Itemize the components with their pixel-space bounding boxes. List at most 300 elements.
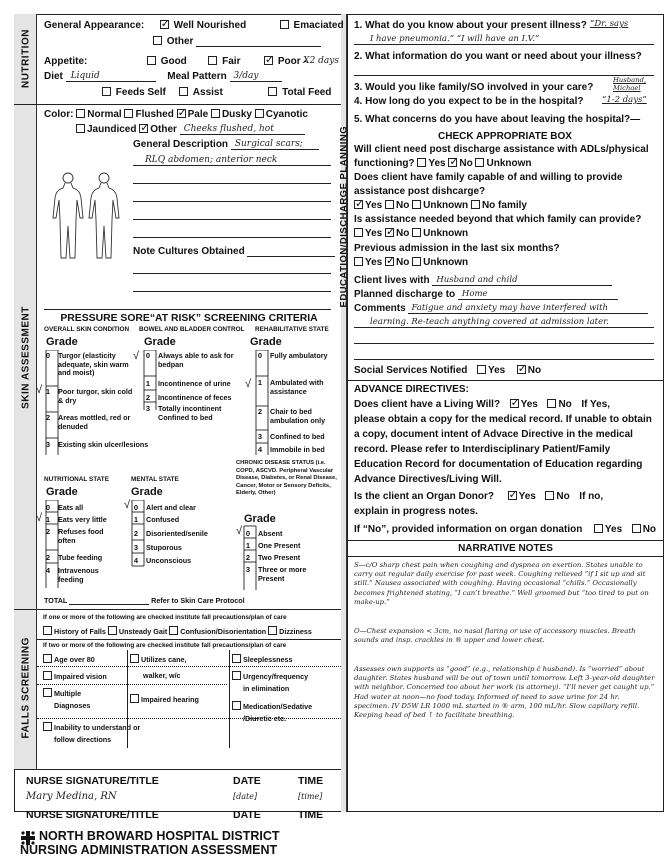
med-item (232, 701, 312, 711)
dq3-unknown-checkbox[interactable] (412, 228, 421, 237)
time-label-2: TIME (298, 809, 324, 821)
appearance-other-line[interactable] (196, 37, 321, 47)
cd-text-2: Two Present (258, 553, 301, 562)
grade-label-5: Grade (131, 486, 163, 498)
ms-text-1: Confused (146, 515, 180, 524)
gen-desc-line5[interactable] (133, 210, 331, 220)
dq3-yes-checkbox[interactable] (354, 228, 363, 237)
cd-score-2: 2 (245, 553, 251, 562)
cultures-line3[interactable] (133, 282, 331, 292)
diet-value: Liquid (70, 71, 100, 81)
advance-directives-title: ADVANCE DIRECTIVES: (354, 384, 469, 395)
bbc-item-0 (145, 351, 238, 369)
gen-desc-value2: RLQ abdomen; anterior neck (145, 155, 278, 165)
question-3: 3. Would you like family/SO involved in your care? (354, 82, 594, 93)
comments-line-4[interactable] (354, 350, 654, 360)
rs-item-2 (257, 407, 336, 425)
organ-info-row (354, 524, 656, 535)
question-5: 5. What concerns do you have about leaving the hospital?— (354, 114, 641, 125)
time-label-1: TIME (298, 775, 324, 787)
comments-line-3[interactable] (354, 334, 654, 344)
multiple-item (43, 688, 81, 698)
ms-item-2 (133, 529, 208, 538)
answer-1b: I have pneumonia.” “I will have an I.V.” (370, 34, 540, 44)
living-will-no-label: No (558, 399, 572, 410)
donor-row (354, 491, 603, 502)
social-row (354, 365, 541, 376)
confusion-label: Confusion/Disorientation (180, 627, 267, 636)
signature-time[interactable]: [time] (298, 792, 323, 801)
osc-item-1 (45, 387, 138, 405)
dq4-no-checkbox[interactable] (385, 257, 394, 266)
check-box-heading: CHECK APPROPRIATE BOX (438, 131, 572, 142)
osc-item-3 (45, 440, 168, 449)
ns-item-4 (45, 566, 118, 584)
lives-row (354, 275, 612, 286)
ms-score-4: 4 (133, 556, 139, 565)
bbc-score-3: 3 (145, 404, 151, 413)
dq1-text-b: functioning? (354, 158, 415, 169)
organ-yes-label: Yes (604, 524, 623, 535)
ms-item-0 (133, 503, 196, 512)
organ-info-label: If “No”, provided information on organ donation (354, 524, 583, 535)
dq2-nofamily-checkbox[interactable] (471, 200, 480, 209)
cd-score-3: 3 (245, 565, 251, 574)
color-other-checkbox[interactable] (139, 124, 148, 133)
color-jaundiced-checkbox[interactable] (76, 124, 85, 133)
med-checkbox[interactable] (232, 701, 241, 710)
explain-label: explain in progress notes. (354, 506, 478, 517)
dq1-yes-label: Yes (428, 158, 446, 169)
bbc-text-2: Incontinence of feces (158, 393, 232, 402)
date-label-2: DATE (233, 809, 261, 821)
appearance-other-checkbox[interactable] (153, 36, 162, 45)
comments-value-1: Fatigue and anxiety may have interfered with (411, 303, 609, 313)
osc-score-1: 1 (45, 387, 51, 396)
gen-desc-line2[interactable] (133, 156, 331, 166)
social-no-label: No (527, 365, 542, 376)
dq2-nofamily-label: No family (481, 200, 527, 211)
if-yes-label: If Yes, (581, 399, 611, 410)
dq1-unknown-checkbox[interactable] (475, 158, 484, 167)
cd-text-0: Absent (258, 529, 283, 538)
dq2-no-checkbox[interactable] (385, 200, 394, 209)
living-will-yes-label: Yes (520, 399, 538, 410)
social-yes-checkbox[interactable] (477, 365, 486, 374)
multiple-checkbox[interactable] (43, 688, 52, 697)
vision-checkbox[interactable] (43, 671, 52, 680)
inability-label: Inability to understand or (54, 723, 141, 732)
ms-text-4: Unconscious (146, 556, 192, 565)
diagnoses-label: Diagnoses (54, 701, 91, 710)
bbc-text-1: Incontinence of urine (158, 379, 231, 388)
donor-yes-label: Yes (518, 491, 536, 502)
ns-item-3 (45, 553, 103, 562)
meal-pattern-label: Meal Pattern (167, 71, 227, 82)
ns-text-1: Eats very little (58, 515, 107, 524)
osc-text-0: Turgor (elasticity adequate, skin warm and moist) (58, 351, 129, 377)
gen-desc-field[interactable] (231, 140, 319, 150)
rs-score-1: 1 (257, 378, 263, 387)
bbc-text-0: Always able to ask for bedpan (158, 351, 234, 369)
total-row (44, 596, 245, 605)
cultures-row (133, 246, 335, 257)
history-falls-label: History of Falls (54, 627, 106, 636)
color-dusky-label: Dusky (221, 109, 252, 120)
dq3-text: Is assistance needed beyond that which family can provide? (354, 214, 642, 225)
skin-color-label: Color: (44, 109, 74, 120)
rs-item-0 (257, 351, 336, 361)
skin-color-row (44, 109, 308, 120)
rs-item-4 (257, 445, 325, 454)
appetite-poor-note: X2 days (303, 56, 339, 66)
appetite-poor-label: Poor - (277, 56, 307, 67)
color-dusky-checkbox[interactable] (211, 109, 220, 118)
unsteady-gait-checkbox[interactable] (108, 626, 117, 635)
skin-label: SKIN ASSESSMENT (20, 306, 32, 409)
rs-text-0: Fully ambulatory (270, 351, 328, 360)
color-cyanotic-checkbox[interactable] (255, 109, 264, 118)
gen-desc-value: Surgical scars; (234, 139, 303, 149)
comments-row (354, 303, 648, 314)
donor-yes-checkbox[interactable] (508, 491, 517, 500)
color-flushed-checkbox[interactable] (124, 109, 133, 118)
ns-text-2: Refuses food often (58, 527, 104, 545)
dq2-yes-checkbox[interactable] (354, 200, 363, 209)
urgency-label: Urgency/frequency (243, 672, 309, 681)
emaciated-checkbox[interactable] (280, 20, 289, 29)
color-other-value: Cheeks flushed, hot (183, 124, 274, 134)
directions-label: follow directions (54, 735, 112, 744)
gen-desc-label: General Description (133, 139, 229, 150)
hearing-item (130, 694, 199, 704)
lives-label: Client lives with (354, 275, 430, 286)
appetite-good-label: Good (160, 56, 187, 67)
utilizes-label: Utilizes cane, (141, 655, 187, 664)
appetite-good-checkbox[interactable] (147, 56, 156, 65)
dq1-text: Will client need post discharge assistance with ADLs/physical (354, 144, 649, 155)
answer-2-line[interactable] (354, 66, 654, 76)
answer-4[interactable]: “1-2 days” (602, 95, 647, 105)
rs-text-4: Immobile in bed (270, 445, 325, 454)
urgency-checkbox[interactable] (232, 671, 241, 680)
question-2: 2. What information do you want or need about your illness? (354, 51, 642, 62)
color-jaundiced-label: Jaundiced (87, 124, 137, 135)
cd-item-3 (245, 565, 332, 583)
diet-field[interactable] (66, 72, 156, 82)
appearance-other-label: Other (166, 36, 194, 47)
ms-text-0: Alert and clear (146, 503, 196, 512)
med-label: Medication/Sedative (243, 702, 313, 711)
lives-value: Husband and child (436, 275, 518, 285)
general-appearance-row (44, 20, 344, 31)
ns-item-2 (45, 527, 118, 545)
organ-no-checkbox[interactable] (632, 524, 641, 533)
bbc-text-3: Totally incontinent Confined to bed (158, 404, 222, 422)
ms-score-3: 3 (133, 543, 139, 552)
well-nourished-label: Well Nourished (173, 20, 247, 31)
diet-row (44, 71, 282, 82)
gen-desc-line6[interactable] (133, 228, 331, 238)
color-normal-label: Normal (87, 109, 122, 120)
ns-text-4: Intravenous feeding (58, 566, 99, 584)
planned-row (354, 289, 618, 300)
rs-score-4: 4 (257, 445, 263, 454)
color-pale-label: Pale (187, 109, 209, 120)
bbc-item-2 (145, 393, 232, 402)
body-diagram-icon[interactable] (46, 170, 126, 262)
total-field[interactable] (69, 597, 149, 605)
narrative-paragraph-3[interactable]: Assesses own supports as “good” (e.g., relationship ĉ husband). Is “worried” about daughter. States husband will be out of town until tomorrow. Left 3-year-old daughter with neighbor. Concerned too about her work (is attorney). “I’ll never get caught up.” Had water at noon—no food today. Informed of need to save urine for 24 hr. specimen. IV D5W LR 1000 mL started in ® arm, 100 mL/hr. Slow capillary refill. Keeping head of bed ↑ to facilitate breathing. (354, 665, 655, 720)
ns-check-1: √ (36, 512, 43, 524)
general-appearance-label: General Appearance: (44, 20, 145, 31)
falls-intro-2: If two or more of the following are checked institute fall precautions/plan of care (43, 642, 287, 649)
appetite-row (44, 56, 307, 67)
ns-item-1 (45, 515, 107, 524)
gen-desc-row (133, 139, 319, 150)
dq4-unknown-label: Unknown (423, 257, 469, 268)
color-cyanotic-label: Cyanotic (265, 109, 308, 120)
cd-item-0 (245, 529, 283, 538)
cultures-line4[interactable] (44, 300, 331, 310)
if-no-label: If no, (579, 491, 604, 502)
answer-3[interactable]: Husband, Michael (613, 76, 647, 92)
feeds-self-checkbox[interactable] (102, 87, 111, 96)
pressure-sore-title: PRESSURE SORE“AT RISK” SCREENING CRITERIA (60, 313, 318, 324)
color-other-field[interactable] (180, 125, 305, 135)
comments-field[interactable] (408, 304, 648, 314)
inability-item (43, 722, 140, 732)
answer-1a[interactable]: “Dr. says (590, 19, 629, 29)
signature-date[interactable]: [date] (233, 792, 258, 801)
gen-desc-line4[interactable] (133, 192, 331, 202)
dq2-yes-label: Yes (365, 200, 383, 211)
donor-no-checkbox[interactable] (545, 491, 554, 500)
gen-desc-line3[interactable] (133, 174, 331, 184)
living-will-no-checkbox[interactable] (547, 399, 556, 408)
total-feed-checkbox[interactable] (268, 87, 277, 96)
rs-score-3: 3 (257, 432, 263, 441)
ms-text-3: Stuporous (146, 543, 182, 552)
sleep-label: Sleeplessness (243, 655, 293, 664)
assist-checkbox[interactable] (179, 87, 188, 96)
donor-label: Is the client an Organ Donor? (354, 491, 495, 502)
comments-line-2[interactable] (354, 318, 654, 328)
urgency-item (232, 671, 308, 681)
feeds-self-label: Feeds Self (115, 87, 166, 98)
bowel-bladder-header: BOWEL AND BLADDER CONTROL (139, 326, 245, 333)
dq3-no-label: No (396, 228, 410, 239)
vision-label: Impaired vision (54, 672, 107, 681)
osc-text-2: Areas mottled, red or denuded (58, 413, 131, 431)
dq2-unknown-checkbox[interactable] (412, 200, 421, 209)
dq4-row (354, 257, 468, 268)
social-yes-label: Yes (487, 365, 506, 376)
dq1-no-checkbox[interactable] (448, 158, 457, 167)
comments-label: Comments (354, 303, 406, 314)
ms-check-0: √ (124, 499, 131, 511)
other-row (153, 36, 321, 47)
diet-label: Diet (44, 71, 63, 82)
ns-score-2: 2 (45, 527, 51, 536)
utilizes-item (130, 654, 187, 664)
dq4-yes-label: Yes (365, 257, 383, 268)
dq2-text-b: assistance post dishcarge? (354, 186, 486, 197)
falls-intro-1: If one or more of the following are checked institute fall precautions/plan of care (43, 614, 287, 621)
rs-score-0: 0 (257, 351, 263, 360)
falls-label: FALLS SCREENING (20, 637, 32, 739)
grade-label-3: Grade (250, 336, 282, 348)
dq3-row (354, 228, 468, 239)
cultures-line2[interactable] (133, 264, 331, 274)
cultures-label: Note Cultures Obtained (133, 246, 245, 257)
ms-score-1: 1 (133, 515, 139, 524)
planned-value: Home (461, 289, 488, 299)
ms-score-0: 0 (133, 503, 139, 512)
dq3-no-checkbox[interactable] (385, 228, 394, 237)
grade-label-1: Grade (46, 336, 78, 348)
osc-score-3: 3 (45, 440, 51, 449)
confusion-checkbox[interactable] (169, 626, 178, 635)
mental-state-header: MENTAL STATE (131, 476, 179, 483)
cd-check-0: √ (236, 525, 243, 537)
color-other-label: Other (150, 124, 177, 135)
refer-protocol: Refer to Skin Care Protocol (151, 596, 245, 605)
skin-color-row2 (76, 124, 305, 135)
ms-item-3 (133, 543, 182, 552)
footer-form-name: NURSING ADMINISTRATION ASSESSMENT (20, 843, 278, 857)
nutrition-label: NUTRITION (20, 29, 32, 88)
sleep-checkbox[interactable] (232, 654, 241, 663)
history-falls-checkbox[interactable] (43, 626, 52, 635)
overall-skin-header: OVERALL SKIN CONDITION (44, 326, 130, 333)
age-checkbox[interactable] (43, 654, 52, 663)
total-label: TOTAL (44, 596, 68, 605)
inability-checkbox[interactable] (43, 722, 52, 731)
dq4-yes-checkbox[interactable] (354, 257, 363, 266)
hearing-label: Impaired hearing (141, 695, 199, 704)
cd-item-2 (245, 553, 301, 562)
dq4-unknown-checkbox[interactable] (412, 257, 421, 266)
answer-1-line[interactable] (354, 35, 654, 45)
dq1-yes-checkbox[interactable] (417, 158, 426, 167)
rs-text-3: Confined to bed (270, 432, 325, 441)
donor-no-label: No (556, 491, 570, 502)
bbc-score-0: 0 (145, 351, 151, 360)
lives-field[interactable] (432, 276, 612, 286)
utilizes-checkbox[interactable] (130, 654, 139, 663)
bbc-score-2: 2 (145, 393, 151, 402)
vision-item (43, 671, 107, 681)
narrative-paragraph-2[interactable]: O—Chest expansion < 3cm, no nasal flaring or use of accessory muscles. Breath sounds and insp. crackles in ® upper and lower chest. (354, 627, 636, 645)
osc-text-1: Poor turgor, skin cold & dry (58, 387, 133, 405)
meal-pattern-field[interactable] (230, 72, 282, 82)
rehab-state-header: REHABILITATIVE STATE (255, 326, 329, 333)
cultures-field[interactable] (247, 247, 335, 257)
ns-score-3: 2 (45, 553, 51, 562)
dizziness-label: Dizziness (279, 627, 312, 636)
living-will-yes-checkbox[interactable] (510, 399, 519, 408)
chronic-disease-header: CHRONIC DISEASE STATUS (i.e. COPD, ASCVD. Peripheral Vascular Disease, Diabetes, or Renal Disease, Cancer, Motor or Sensory Deficits, Elderly, Other) (236, 460, 337, 496)
dq1-no-label: No (459, 158, 473, 169)
cd-text-3: Three or more Present (258, 565, 307, 583)
dq4-no-label: No (396, 257, 410, 268)
age-label: Age over 80 (54, 655, 95, 664)
ms-text-2: Disoriented/senile (146, 529, 208, 538)
osc-score-0: 0 (45, 351, 51, 360)
grade-label-2: Grade (144, 336, 176, 348)
ms-item-4 (133, 556, 192, 565)
dq3-yes-label: Yes (365, 228, 383, 239)
advance-text-3: record. Please refer to Interdisciplinary Patient/Family (354, 444, 611, 455)
narrative-notes-title: NARRATIVE NOTES (458, 543, 553, 554)
color-pale-checkbox[interactable] (177, 109, 186, 118)
grade-label-4: Grade (46, 486, 78, 498)
question-4: 4. How long do you expect to be in the hospital? (354, 96, 584, 107)
ms-item-1 (133, 515, 180, 524)
rs-text-1: Ambulated with assistance (270, 378, 324, 396)
appetite-fair-checkbox[interactable] (208, 56, 217, 65)
question-1: 1. What do you know about your present illness? (354, 20, 587, 31)
dq2-text: Does client have family capable of and willing to provide (354, 172, 623, 183)
ns-score-4: 4 (45, 566, 51, 575)
walker-label: walker, w/c (143, 671, 181, 680)
ms-score-2: 2 (133, 529, 139, 538)
rs-item-3 (257, 432, 325, 441)
nurse-signature[interactable]: Mary Medina, RN (26, 791, 117, 802)
appetite-poor-checkbox[interactable] (264, 56, 273, 65)
organ-no-label: No (642, 524, 657, 535)
hearing-checkbox[interactable] (130, 694, 139, 703)
bbc-item-3 (145, 404, 238, 422)
well-nourished-checkbox[interactable] (160, 20, 169, 29)
edu-label: EDUCATION/DISCHARGE PLANNING (338, 125, 350, 308)
ns-score-0: 0 (45, 503, 51, 512)
falls-row-1 (43, 626, 312, 636)
feeding-row (102, 87, 331, 98)
advance-text-5: Advance Directives/Living Will. (354, 474, 502, 485)
bbc-check-0: √ (133, 350, 140, 362)
grade-label-6: Grade (244, 513, 276, 525)
elim-label: in elimination (243, 684, 290, 693)
osc-item-0 (45, 351, 138, 378)
signature-label-2: NURSE SIGNATURE/TITLE (26, 809, 159, 821)
comments-value-2: learning. Re-teach anything covered at admission later. (370, 317, 609, 327)
advance-text-1: please obtain a copy for the medical record. If unable to obtain (354, 414, 652, 425)
color-normal-checkbox[interactable] (76, 109, 85, 118)
planned-field[interactable] (458, 290, 618, 300)
advance-text-2: a copy, document intent of Advace Directive in the medical (354, 429, 633, 440)
nutritional-state-header: NUTRITIONAL STATE (44, 476, 109, 483)
organ-yes-checkbox[interactable] (594, 524, 603, 533)
social-no-checkbox[interactable] (517, 365, 526, 374)
rs-item-1 (257, 378, 336, 396)
cd-item-1 (245, 541, 301, 550)
bbc-score-1: 1 (145, 379, 151, 388)
dizziness-checkbox[interactable] (268, 626, 277, 635)
footer-hospital-name: NORTH BROWARD HOSPITAL DISTRICT (39, 829, 280, 843)
unsteady-gait-label: Unsteady Gait (118, 627, 168, 636)
dq2-no-label: No (396, 200, 410, 211)
dq1-unknown-label: Unknown (486, 158, 532, 169)
narrative-paragraph-1[interactable]: S—c/O sharp chest pain when coughing and dyspnea on exertion. States unable to carry out regular daily exercise for past week. Coughing relieved “if I sit up and sit still.” Nausea associated with coughing. Having occasional “chills.” Occasionally becomes frightened stating, “I can’t breathe.” Well groomed but “too tired to put on make-up.” (354, 561, 649, 606)
social-label: Social Services Notified (354, 365, 468, 376)
ns-score-1: 1 (45, 515, 51, 524)
sleep-item (232, 654, 293, 664)
living-will-row (354, 399, 610, 410)
planned-label: Planned discharge to (354, 289, 456, 300)
dq2-row (354, 200, 527, 211)
